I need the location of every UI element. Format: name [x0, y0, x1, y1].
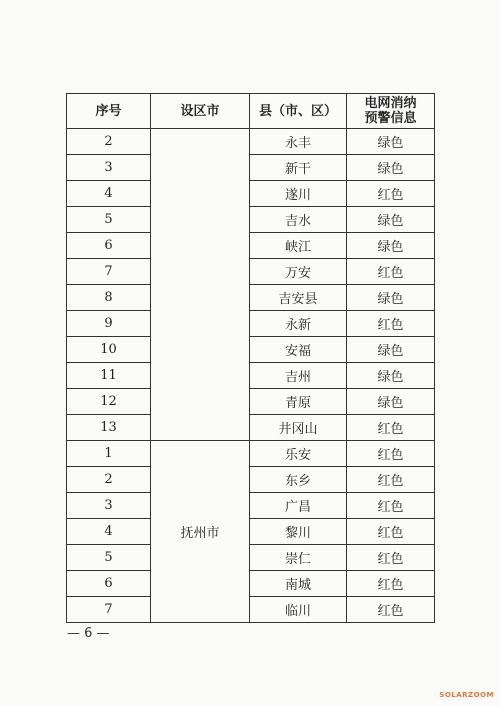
row-seq: 3 [67, 493, 151, 519]
row-county: 安福 [250, 337, 347, 363]
table-row [67, 441, 435, 467]
table-row [67, 285, 435, 311]
table-row [67, 129, 435, 155]
row-county: 井冈山 [250, 415, 347, 441]
row-seq: 5 [67, 545, 151, 571]
row-status: 绿色 [347, 207, 435, 233]
row-status: 红色 [347, 415, 435, 441]
table-row [67, 181, 435, 207]
header-seq: 序号 [67, 94, 151, 129]
row-seq: 4 [67, 519, 151, 545]
row-seq: 4 [67, 181, 151, 207]
table-row [67, 415, 435, 441]
row-status: 红色 [347, 441, 435, 467]
row-status: 红色 [347, 181, 435, 207]
row-county: 遂川 [250, 181, 347, 207]
table-row [67, 155, 435, 181]
table-row [67, 519, 435, 545]
row-seq: 8 [67, 285, 151, 311]
table-row [67, 467, 435, 493]
row-status: 绿色 [347, 337, 435, 363]
table-row [67, 389, 435, 415]
row-status: 红色 [347, 571, 435, 597]
table-row [67, 493, 435, 519]
row-seq: 1 [67, 441, 151, 467]
row-status: 绿色 [347, 155, 435, 181]
row-county: 临川 [250, 597, 347, 623]
row-status: 红色 [347, 467, 435, 493]
row-status: 绿色 [347, 285, 435, 311]
row-seq: 6 [67, 571, 151, 597]
header-warning-line2: 预警信息 [364, 111, 417, 126]
table-row [67, 207, 435, 233]
row-county: 万安 [250, 259, 347, 285]
header-warning-line1: 电网消纳 [364, 96, 417, 111]
row-seq: 9 [67, 311, 151, 337]
row-status: 红色 [347, 259, 435, 285]
row-seq: 5 [67, 207, 151, 233]
table-row [67, 259, 435, 285]
row-seq: 7 [67, 597, 151, 623]
row-county: 南城 [250, 571, 347, 597]
warning-table [66, 93, 435, 623]
row-seq: 13 [67, 415, 151, 441]
row-county: 永新 [250, 311, 347, 337]
row-county: 新干 [250, 155, 347, 181]
row-seq: 11 [67, 363, 151, 389]
table-row [67, 571, 435, 597]
header-city: 设区市 [151, 94, 250, 129]
row-county: 广昌 [250, 493, 347, 519]
row-status: 绿色 [347, 233, 435, 259]
table-row [67, 363, 435, 389]
row-seq: 2 [67, 467, 151, 493]
page-number: — 6 — [67, 626, 110, 641]
row-seq: 10 [67, 337, 151, 363]
watermark-logo: SOLARZOOM [439, 691, 494, 699]
row-county: 永丰 [250, 129, 347, 155]
row-county: 峡江 [250, 233, 347, 259]
table-row [67, 545, 435, 571]
row-county: 吉水 [250, 207, 347, 233]
table-header-row [67, 94, 435, 129]
row-seq: 7 [67, 259, 151, 285]
row-city: 抚州市 [151, 441, 250, 623]
row-county: 崇仁 [250, 545, 347, 571]
row-county: 乐安 [250, 441, 347, 467]
row-status: 红色 [347, 519, 435, 545]
row-seq: 6 [67, 233, 151, 259]
row-status: 绿色 [347, 363, 435, 389]
row-county: 吉州 [250, 363, 347, 389]
header-county: 县（市、区） [250, 94, 347, 129]
row-city [151, 129, 250, 441]
row-county: 吉安县 [250, 285, 347, 311]
row-status: 红色 [347, 493, 435, 519]
row-status: 红色 [347, 597, 435, 623]
row-status: 绿色 [347, 389, 435, 415]
table-row [67, 597, 435, 623]
table-row [67, 311, 435, 337]
row-county: 东乡 [250, 467, 347, 493]
row-status: 绿色 [347, 129, 435, 155]
row-status: 红色 [347, 545, 435, 571]
row-county: 黎川 [250, 519, 347, 545]
row-status: 红色 [347, 311, 435, 337]
header-warning [347, 94, 435, 129]
row-seq: 2 [67, 129, 151, 155]
table-row [67, 337, 435, 363]
table-row [67, 233, 435, 259]
row-county: 青原 [250, 389, 347, 415]
row-seq: 3 [67, 155, 151, 181]
row-seq: 12 [67, 389, 151, 415]
